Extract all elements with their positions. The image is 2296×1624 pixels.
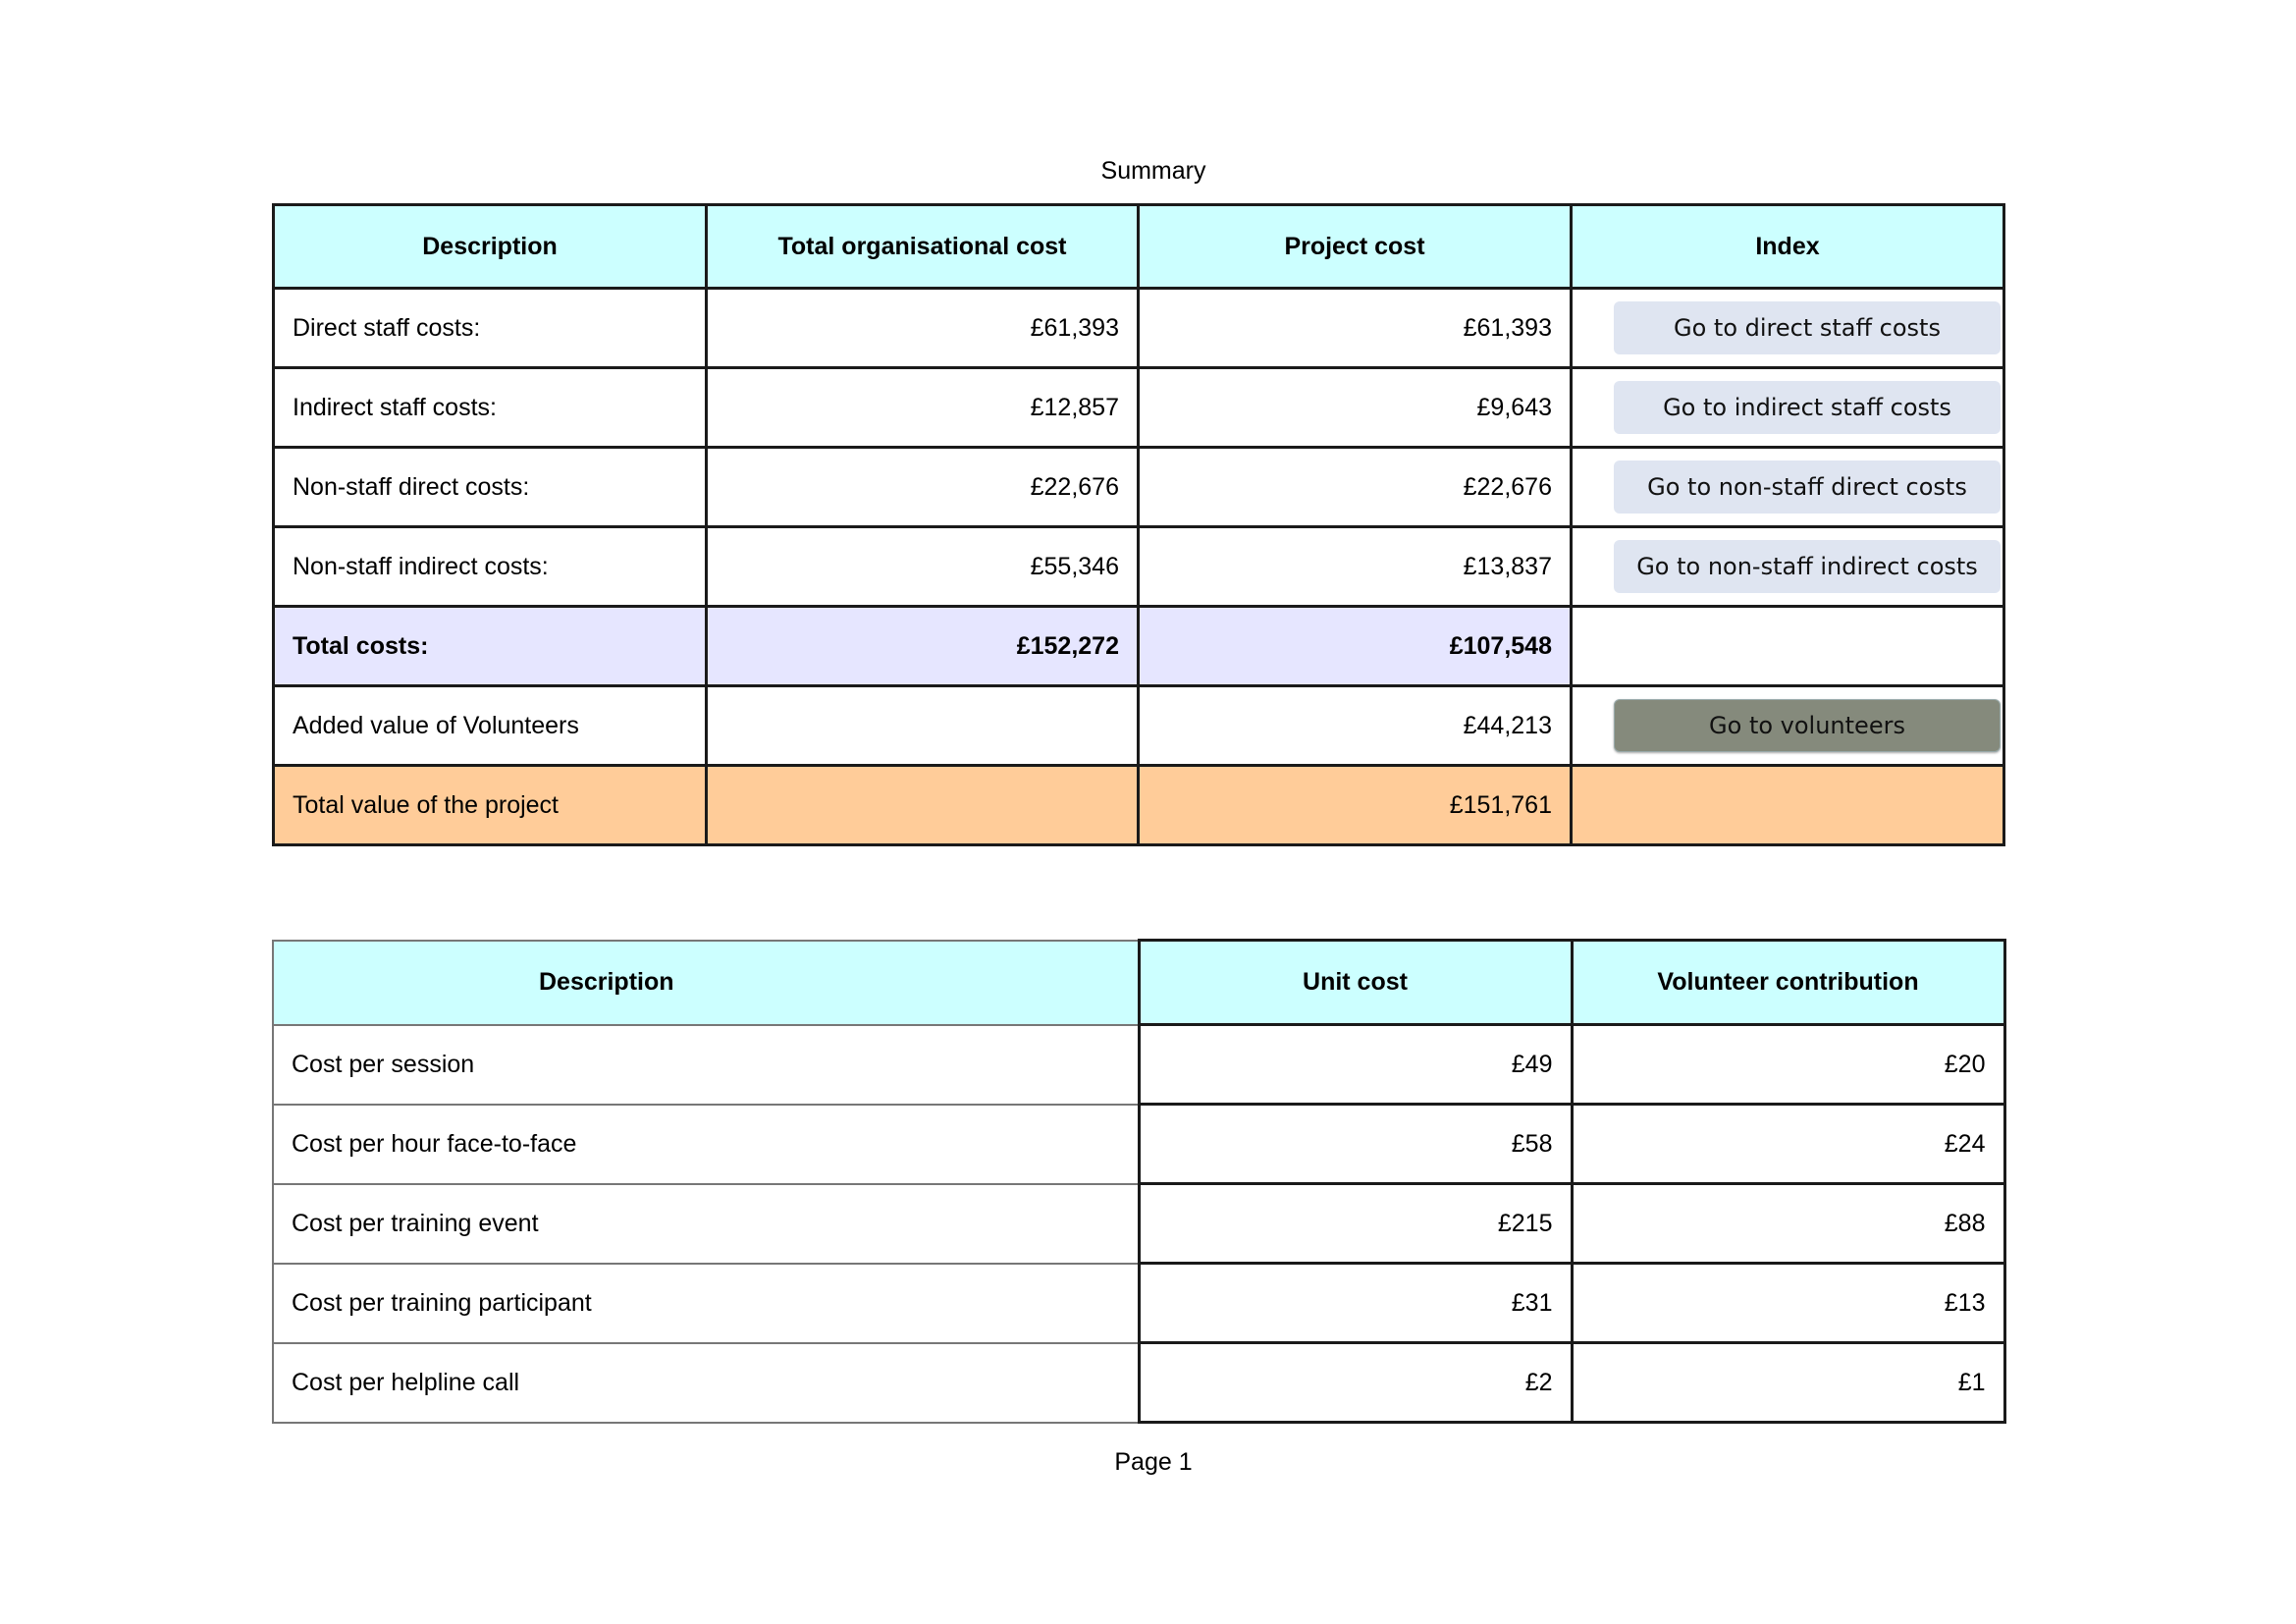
row-description: Cost per training event bbox=[273, 1184, 1139, 1264]
header-index: Index bbox=[1572, 205, 2004, 289]
row-volunteer-contribution: £1 bbox=[1572, 1343, 2004, 1423]
row-project-cost: £61,393 bbox=[1139, 289, 1572, 368]
project-value-label: Total value of the project bbox=[274, 766, 707, 845]
project-value-total-org-cost bbox=[707, 766, 1139, 845]
go-to-non-staff-indirect-costs-button[interactable]: Go to non-staff indirect costs bbox=[1614, 540, 2001, 593]
row-project-cost: £22,676 bbox=[1139, 448, 1572, 527]
row-total-org-cost: £61,393 bbox=[707, 289, 1139, 368]
volunteers-project-cost: £44,213 bbox=[1139, 686, 1572, 766]
project-value-index-empty bbox=[1572, 766, 2004, 845]
table-row bbox=[274, 527, 2004, 607]
totals-project-cost: £107,548 bbox=[1139, 607, 1572, 686]
table-row bbox=[274, 368, 2004, 448]
go-to-indirect-staff-costs-button[interactable]: Go to indirect staff costs bbox=[1614, 381, 2001, 434]
summary-table bbox=[272, 203, 2005, 846]
row-project-cost: £13,837 bbox=[1139, 527, 1572, 607]
unit-header-row bbox=[273, 941, 2004, 1025]
row-description: Cost per helpline call bbox=[273, 1343, 1139, 1423]
go-to-direct-staff-costs-button[interactable]: Go to direct staff costs bbox=[1614, 301, 2001, 354]
row-volunteer-contribution: £24 bbox=[1572, 1105, 2004, 1184]
index-cell bbox=[1572, 289, 2004, 368]
row-unit-cost: £49 bbox=[1139, 1025, 1572, 1105]
row-unit-cost: £58 bbox=[1139, 1105, 1572, 1184]
row-description: Cost per training participant bbox=[273, 1264, 1139, 1343]
go-to-volunteers-button[interactable]: Go to volunteers bbox=[1614, 699, 2001, 752]
header-description: Description bbox=[273, 941, 1139, 1025]
index-cell bbox=[1572, 527, 2004, 607]
row-description: Non-staff indirect costs: bbox=[274, 527, 707, 607]
row-unit-cost: £2 bbox=[1139, 1343, 1572, 1423]
volunteers-total-org-cost bbox=[707, 686, 1139, 766]
row-unit-cost: £215 bbox=[1139, 1184, 1572, 1264]
project-value-project-cost: £151,761 bbox=[1139, 766, 1572, 845]
row-volunteer-contribution: £20 bbox=[1572, 1025, 2004, 1105]
unit-cost-table bbox=[272, 939, 2006, 1424]
row-total-org-cost: £12,857 bbox=[707, 368, 1139, 448]
index-cell bbox=[1572, 448, 2004, 527]
table-row bbox=[274, 448, 2004, 527]
header-project-cost: Project cost bbox=[1139, 205, 1572, 289]
row-description: Direct staff costs: bbox=[274, 289, 707, 368]
row-total-org-cost: £22,676 bbox=[707, 448, 1139, 527]
table-row bbox=[273, 1184, 2004, 1264]
table-row bbox=[273, 1343, 2004, 1423]
header-volunteer-contribution: Volunteer contribution bbox=[1572, 941, 2004, 1025]
header-unit-cost: Unit cost bbox=[1139, 941, 1572, 1025]
volunteers-row bbox=[274, 686, 2004, 766]
row-volunteer-contribution: £88 bbox=[1572, 1184, 2004, 1264]
totals-row bbox=[274, 607, 2004, 686]
table-row bbox=[274, 289, 2004, 368]
row-description: Non-staff direct costs: bbox=[274, 448, 707, 527]
row-description: Indirect staff costs: bbox=[274, 368, 707, 448]
header-total-org-cost: Total organisational cost bbox=[707, 205, 1139, 289]
totals-index-empty bbox=[1572, 607, 2004, 686]
page-title: Summary bbox=[1100, 157, 1206, 185]
header-description: Description bbox=[274, 205, 707, 289]
row-unit-cost: £31 bbox=[1139, 1264, 1572, 1343]
project-value-row bbox=[274, 766, 2004, 845]
row-total-org-cost: £55,346 bbox=[707, 527, 1139, 607]
table-row bbox=[273, 1264, 2004, 1343]
row-volunteer-contribution: £13 bbox=[1572, 1264, 2004, 1343]
row-description: Cost per hour face-to-face bbox=[273, 1105, 1139, 1184]
index-cell bbox=[1572, 368, 2004, 448]
index-cell bbox=[1572, 686, 2004, 766]
go-to-non-staff-direct-costs-button[interactable]: Go to non-staff direct costs bbox=[1614, 460, 2001, 514]
row-description: Cost per session bbox=[273, 1025, 1139, 1105]
table-row bbox=[273, 1025, 2004, 1105]
volunteers-label: Added value of Volunteers bbox=[274, 686, 707, 766]
table-row bbox=[273, 1105, 2004, 1184]
totals-total-org-cost: £152,272 bbox=[707, 607, 1139, 686]
totals-label: Total costs: bbox=[274, 607, 707, 686]
summary-header-row bbox=[274, 205, 2004, 289]
row-project-cost: £9,643 bbox=[1139, 368, 1572, 448]
page-number: Page 1 bbox=[1114, 1448, 1193, 1476]
